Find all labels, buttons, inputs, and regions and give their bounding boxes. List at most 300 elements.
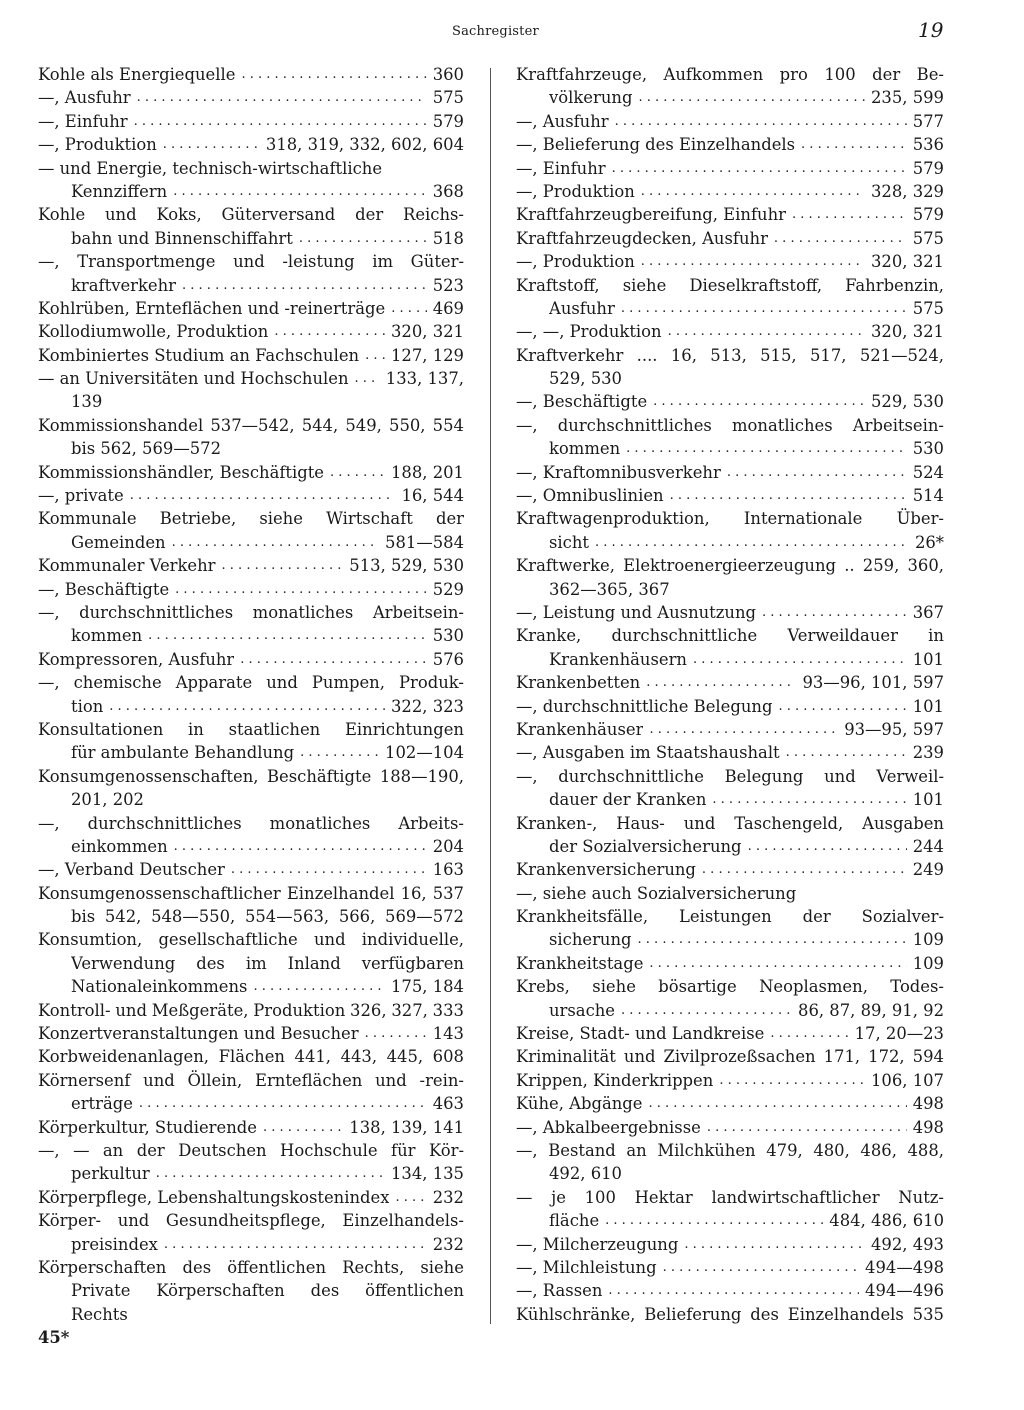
- entry-term: —, Leistung und Ausnutzung: [516, 602, 757, 622]
- dot-leader: [778, 695, 906, 718]
- index-entry: [38, 180, 464, 203]
- entry-page-refs: 523: [432, 275, 464, 295]
- entry-term: bis 542, 548—550, 554—563, 566, 569—572: [71, 907, 464, 927]
- dot-leader: [605, 1209, 823, 1232]
- entry-page-refs: 86, 87, 89, 91, 92: [798, 1000, 944, 1020]
- dot-leader: [174, 835, 427, 858]
- entry-page-refs: 133, 137,: [385, 369, 464, 389]
- dot-leader: [156, 1162, 385, 1185]
- index-entry: [516, 1233, 944, 1256]
- entry-page-refs: 529: [432, 579, 464, 599]
- index-entry: [38, 414, 464, 437]
- entry-term: —, Ausgaben im Staatshaushalt: [516, 743, 780, 763]
- entry-term: —, Produktion: [38, 135, 157, 155]
- dot-leader: [274, 320, 385, 343]
- sheet-folio: 45*: [38, 1328, 70, 1347]
- index-entry: [38, 1069, 464, 1092]
- entry-term: perkultur: [71, 1164, 150, 1184]
- entry-page-refs: 530: [432, 626, 464, 646]
- entry-term: Gemeinden: [71, 532, 166, 552]
- entry-page-refs: 93—96, 101, 597: [802, 673, 944, 693]
- index-entry: [516, 320, 944, 343]
- entry-page-refs: 17, 20—23: [854, 1024, 944, 1044]
- dot-leader: [648, 1092, 906, 1115]
- dot-leader: [608, 1279, 859, 1302]
- dot-leader: [621, 999, 792, 1022]
- entry-term: ursache: [549, 1000, 616, 1020]
- dot-leader: [173, 180, 426, 203]
- dot-leader: [670, 484, 907, 507]
- index-entry: [516, 274, 944, 297]
- index-entry: [38, 1045, 464, 1068]
- index-entry: [38, 274, 464, 297]
- entry-term: sicherung: [549, 930, 632, 950]
- entry-page-refs: 513, 529, 530: [349, 556, 464, 576]
- index-entry: [516, 835, 944, 858]
- dot-leader: [222, 554, 344, 577]
- entry-term: —, chemische Apparate und Pumpen, Produk-: [38, 673, 464, 693]
- index-entry: [516, 788, 944, 811]
- dot-leader: [626, 437, 907, 460]
- entry-term: Kriminalität und Zivilprozeßsachen 171, 172, 594: [516, 1047, 944, 1067]
- dot-leader: [693, 648, 907, 671]
- entry-term: für ambulante Behandlung: [71, 743, 295, 763]
- entry-term: Kommissionshändler, Beschäftigte: [38, 462, 325, 482]
- entry-term: erträge: [71, 1094, 133, 1114]
- entry-term: —, durchschnittliche Belegung und Verweil-: [516, 766, 944, 786]
- dot-leader: [668, 320, 865, 343]
- index-entry: [38, 882, 464, 905]
- dot-leader: [786, 741, 907, 764]
- entry-page-refs: 318, 319, 332, 602, 604: [265, 135, 464, 155]
- index-entry: [38, 63, 464, 86]
- entry-term: —, — an der Deutschen Hochschule für Kör-: [38, 1140, 464, 1160]
- dot-leader: [163, 133, 260, 156]
- index-entry: [516, 741, 944, 764]
- entry-term: der Sozialversicherung: [549, 836, 742, 856]
- entry-term: —, Milchleistung: [516, 1257, 657, 1277]
- index-entry: [38, 484, 464, 507]
- entry-page-refs: 232: [432, 1234, 464, 1254]
- entry-page-refs: 368: [432, 181, 464, 201]
- index-entry: [38, 344, 464, 367]
- entry-page-refs: 579: [912, 158, 944, 178]
- entry-term: Körperkultur, Studierende: [38, 1117, 257, 1137]
- entry-term: kraftverkehr: [71, 275, 177, 295]
- entry-term: Kohlrüben, Ernteflächen und -reinerträge: [38, 298, 386, 318]
- index-entry: [516, 110, 944, 133]
- entry-term: Körperpflege, Lebenshaltungskostenindex: [38, 1187, 390, 1207]
- entry-term: 492, 610: [549, 1164, 622, 1184]
- entry-term: 139: [71, 392, 103, 412]
- index-entry: [516, 344, 944, 367]
- entry-page-refs: 127, 129: [391, 345, 464, 365]
- index-column-left: [38, 63, 464, 1326]
- index-entry: [38, 765, 464, 788]
- dot-leader: [621, 297, 907, 320]
- index-entry: [516, 905, 944, 928]
- index-entry: [38, 905, 464, 928]
- index-entry: [516, 63, 944, 86]
- index-entry: [516, 601, 944, 624]
- index-entry: [516, 928, 944, 951]
- entry-page-refs: 204: [432, 836, 464, 856]
- entry-page-refs: 360: [432, 65, 464, 84]
- entry-page-refs: 320, 321: [871, 322, 944, 342]
- index-entry: [38, 741, 464, 764]
- index-entry: [516, 133, 944, 156]
- entry-term: Kühlschränke, Belieferung des Einzelhandels 535: [516, 1304, 944, 1324]
- dot-leader: [365, 1022, 427, 1045]
- dot-leader: [638, 86, 865, 109]
- entry-term: —, durchschnittliche Belegung: [516, 696, 773, 716]
- entry-term: tion: [71, 696, 104, 716]
- entry-term: —, durchschnittliches monatliches Arbeitsein-: [38, 602, 464, 622]
- entry-term: —, durchschnittliches monatliches Arbeits-: [38, 813, 464, 833]
- dot-leader: [615, 110, 907, 133]
- entry-term: Kennziffern: [71, 181, 168, 201]
- index-entry: [516, 180, 944, 203]
- index-entry: [516, 578, 944, 601]
- index-entry: [38, 1279, 464, 1302]
- entry-term: Kraftwerke, Elektroenergieerzeugung .. 259, 360,: [516, 556, 944, 576]
- entry-page-refs: 235, 599: [871, 88, 944, 108]
- index-entry: [38, 788, 464, 811]
- entry-term: —, Beschäftigte: [38, 579, 170, 599]
- entry-term: Kraftwagenproduktion, Internationale Über-: [516, 509, 944, 529]
- entry-page-refs: 239: [912, 743, 944, 763]
- entry-term: Konsumtion, gesellschaftliche und individuelle,: [38, 930, 464, 950]
- entry-term: dauer der Kranken: [549, 790, 707, 810]
- dot-leader: [770, 1022, 848, 1045]
- dot-leader: [164, 1233, 427, 1256]
- index-entry: [516, 390, 944, 413]
- index-entry: [516, 461, 944, 484]
- index-entry: [38, 1186, 464, 1209]
- entry-term: —, Rassen: [516, 1281, 603, 1301]
- entry-term: —, Beschäftigte: [516, 392, 648, 412]
- dot-leader: [641, 250, 865, 273]
- index-entry: [38, 975, 464, 998]
- index-entry: [38, 437, 464, 460]
- entry-page-refs: 101: [912, 696, 944, 716]
- entry-term: Konsumgenossenschaften, Beschäftigte 188—190,: [38, 766, 464, 786]
- entry-page-refs: 322, 323: [391, 696, 464, 716]
- index-entry: [38, 835, 464, 858]
- dot-leader: [139, 1092, 427, 1115]
- entry-page-refs: 134, 135: [391, 1164, 464, 1184]
- entry-term: 362—365, 367: [549, 579, 670, 599]
- page-number: 19: [918, 18, 944, 42]
- index-entry: [516, 624, 944, 647]
- entry-term: Krankenbetten: [516, 673, 641, 693]
- dot-leader: [612, 157, 907, 180]
- dot-leader: [391, 297, 427, 320]
- entry-term: —, siehe auch Sozialversicherung: [516, 883, 797, 903]
- dot-leader: [134, 110, 427, 133]
- index-entry: [38, 858, 464, 881]
- index-entry: [516, 1045, 944, 1068]
- entry-page-refs: 93—95, 597: [844, 719, 944, 739]
- entry-term: Kraftfahrzeugdecken, Ausfuhr: [516, 228, 768, 248]
- index-entry: [516, 250, 944, 273]
- entry-page-refs: 575: [912, 228, 944, 248]
- index-entry: [38, 86, 464, 109]
- index-entry: [38, 952, 464, 975]
- entry-term: —, Ausfuhr: [38, 88, 131, 108]
- index-entry: [516, 648, 944, 671]
- entry-term: Private Körperschaften des öffentlichen: [71, 1281, 464, 1301]
- entry-term: Kommunaler Verkehr: [38, 556, 216, 576]
- entry-page-refs: 232: [432, 1187, 464, 1207]
- dot-leader: [182, 274, 427, 297]
- entry-term: Kühe, Abgänge: [516, 1094, 643, 1114]
- dot-leader: [109, 695, 385, 718]
- entry-page-refs: 367: [912, 602, 944, 622]
- dot-leader: [263, 1116, 343, 1139]
- entry-term: —, durchschnittliches monatliches Arbeitsein-: [516, 415, 944, 435]
- index-entry: [38, 203, 464, 226]
- index-entry: [38, 999, 464, 1022]
- dot-leader: [707, 1116, 907, 1139]
- dot-leader: [712, 788, 906, 811]
- index-entry: [38, 1233, 464, 1256]
- index-entry: [38, 578, 464, 601]
- entry-page-refs: 484, 486, 610: [829, 1211, 944, 1231]
- index-entry: [38, 1116, 464, 1139]
- entry-page-refs: 109: [912, 953, 944, 973]
- entry-page-refs: 498: [912, 1094, 944, 1114]
- entry-term: Kranke, durchschnittliche Verweildauer in: [516, 626, 944, 646]
- index-entry: [516, 1139, 944, 1162]
- entry-page-refs: 26*: [914, 532, 944, 552]
- entry-term: —, Omnibuslinien: [516, 486, 664, 506]
- entry-term: —, Produktion: [516, 252, 635, 272]
- entry-page-refs: 175, 184: [391, 977, 464, 997]
- dot-leader: [719, 1069, 865, 1092]
- entry-page-refs: 576: [432, 649, 464, 669]
- dot-leader: [241, 63, 426, 86]
- entry-page-refs: 498: [912, 1117, 944, 1137]
- entry-page-refs: 492, 493: [871, 1234, 944, 1254]
- entry-term: Krankenhäusern: [549, 649, 687, 669]
- entry-page-refs: 249: [912, 860, 944, 880]
- entry-page-refs: 494—498: [865, 1257, 944, 1277]
- dot-leader: [595, 531, 909, 554]
- dot-leader: [137, 86, 427, 109]
- entry-term: einkommen: [71, 836, 168, 856]
- entry-term: —, Ausfuhr: [516, 111, 609, 131]
- dot-leader: [641, 180, 865, 203]
- entry-term: fläche: [549, 1211, 600, 1231]
- dot-leader: [663, 1256, 859, 1279]
- entry-term: bis 562, 569—572: [71, 439, 222, 459]
- dot-leader: [774, 227, 907, 250]
- entry-term: Krankheitsfälle, Leistungen der Sozialver-: [516, 907, 944, 927]
- entry-page-refs: 514: [912, 486, 944, 506]
- dot-leader: [792, 203, 907, 226]
- entry-page-refs: 188, 201: [391, 462, 464, 482]
- entry-page-refs: 463: [432, 1094, 464, 1114]
- index-entry: [38, 157, 464, 180]
- dot-leader: [253, 975, 385, 998]
- index-entry: [516, 484, 944, 507]
- dot-leader: [748, 835, 907, 858]
- entry-term: —, Produktion: [516, 181, 635, 201]
- index-entry: [38, 227, 464, 250]
- index-entry: [38, 671, 464, 694]
- index-entry: [516, 297, 944, 320]
- dot-leader: [395, 1186, 426, 1209]
- index-entry: [38, 110, 464, 133]
- index-entry: [516, 367, 944, 390]
- entry-term: —, Transportmenge und -leistung im Güter-: [38, 252, 464, 272]
- index-entry: [38, 624, 464, 647]
- entry-page-refs: 102—104: [385, 743, 464, 763]
- index-entry: [516, 765, 944, 788]
- index-entry: [38, 1162, 464, 1185]
- entry-term: —, Einfuhr: [38, 111, 128, 131]
- index-entry: [516, 858, 944, 881]
- dot-leader: [646, 671, 796, 694]
- entry-term: — je 100 Hektar landwirtschaftlicher Nutz-: [516, 1187, 944, 1207]
- dot-leader: [330, 461, 385, 484]
- dot-leader: [240, 648, 426, 671]
- entry-term: Körperschaften des öffentlichen Rechts, siehe: [38, 1257, 464, 1277]
- entry-term: Kohle als Energiequelle: [38, 65, 236, 84]
- index-entry: [516, 1303, 944, 1326]
- entry-page-refs: 101: [912, 649, 944, 669]
- dot-leader: [300, 741, 379, 764]
- index-entry: [516, 203, 944, 226]
- entry-term: —, Kraftomnibusverkehr: [516, 462, 721, 482]
- index-entry: [38, 390, 464, 413]
- entry-term: — und Energie, technisch-wirtschaftliche: [38, 158, 383, 178]
- entry-term: Krebs, siehe bösartige Neoplasmen, Todes-: [516, 977, 944, 997]
- entry-term: bahn und Binnenschiffahrt: [71, 228, 293, 248]
- entry-page-refs: 575: [912, 298, 944, 318]
- entry-term: sicht: [549, 532, 589, 552]
- index-entry: [38, 531, 464, 554]
- entry-page-refs: 101: [912, 790, 944, 810]
- dot-leader: [148, 624, 427, 647]
- index-entry: [516, 999, 944, 1022]
- entry-term: Kompressoren, Ausfuhr: [38, 649, 235, 669]
- entry-term: Konzertveranstaltungen und Besucher: [38, 1024, 359, 1044]
- entry-page-refs: 143: [432, 1024, 464, 1044]
- index-entry: [516, 227, 944, 250]
- dot-leader: [702, 858, 907, 881]
- entry-page-refs: 320, 321: [391, 322, 464, 342]
- dot-leader: [638, 928, 907, 951]
- index-entry: [516, 812, 944, 835]
- index-entry: [516, 1022, 944, 1045]
- entry-term: Kommunale Betriebe, siehe Wirtschaft der: [38, 509, 464, 529]
- index-entry: [516, 157, 944, 180]
- index-entry: [516, 1092, 944, 1115]
- running-head: Sachregister: [452, 24, 539, 39]
- entry-term: Kohle und Koks, Güterversand der Reichs-: [38, 205, 464, 225]
- entry-term: —, Bestand an Milchkühen 479, 480, 486, 488,: [516, 1140, 944, 1160]
- entry-term: Konsultationen in staatlichen Einrichtungen: [38, 719, 464, 739]
- index-entry: [38, 695, 464, 718]
- index-entry: [516, 1279, 944, 1302]
- entry-term: Kraftfahrzeuge, Aufkommen pro 100 der Be-: [516, 65, 944, 84]
- entry-term: Krankheitstage: [516, 953, 644, 973]
- entry-page-refs: 16, 544: [401, 486, 464, 506]
- index-entry: [38, 1139, 464, 1162]
- index-entry: [516, 414, 944, 437]
- entry-page-refs: 320, 321: [871, 252, 944, 272]
- index-entry: [516, 86, 944, 109]
- entry-term: Kraftstoff, siehe Dieselkraftstoff, Fahrbenzin,: [516, 275, 944, 295]
- entry-page-refs: 328, 329: [871, 181, 944, 201]
- index-entry: [516, 1069, 944, 1092]
- entry-term: —, Belieferung des Einzelhandels: [516, 135, 796, 155]
- index-entry: [38, 133, 464, 156]
- entry-term: —, Abkalbeergebnisse: [516, 1117, 701, 1137]
- entry-term: Korbweidenanlagen, Flächen 441, 443, 445, 608: [38, 1047, 464, 1067]
- entry-page-refs: 529, 530: [871, 392, 944, 412]
- dot-leader: [355, 367, 380, 390]
- index-entry: [38, 507, 464, 530]
- entry-page-refs: 109: [912, 930, 944, 950]
- index-entry: [516, 1116, 944, 1139]
- index-entry: [38, 250, 464, 273]
- entry-term: Nationaleinkommens: [71, 977, 248, 997]
- entry-term: kommen: [549, 439, 621, 459]
- entry-term: Verwendung des im Inland verfügbaren: [71, 953, 464, 973]
- entry-term: preisindex: [71, 1234, 158, 1254]
- entry-page-refs: 581—584: [385, 532, 464, 552]
- dot-leader: [365, 344, 385, 367]
- entry-page-refs: 536: [912, 135, 944, 155]
- entry-term: Krankenhäuser: [516, 719, 644, 739]
- dot-leader: [684, 1233, 865, 1256]
- index-entry: [516, 718, 944, 741]
- dot-leader: [649, 718, 838, 741]
- entry-term: —, private: [38, 486, 124, 506]
- index-entry: [516, 507, 944, 530]
- entry-term: Körper- und Gesundheitspflege, Einzelhandels-: [38, 1211, 464, 1231]
- index-entry: [38, 601, 464, 624]
- entry-page-refs: 138, 139, 141: [349, 1117, 464, 1137]
- index-entry: [38, 1022, 464, 1045]
- entry-term: — an Universitäten und Hochschulen: [38, 369, 349, 389]
- entry-page-refs: 494—496: [865, 1281, 944, 1301]
- entry-term: 201, 202: [71, 790, 144, 810]
- entry-term: Krippen, Kinderkrippen: [516, 1070, 714, 1090]
- index-entry: [38, 297, 464, 320]
- index-entry: [38, 928, 464, 951]
- index-entry: [516, 671, 944, 694]
- entry-term: —, Verband Deutscher: [38, 860, 225, 880]
- entry-page-refs: 577: [912, 111, 944, 131]
- entry-term: 529, 530: [549, 369, 622, 389]
- entry-term: Kranken-, Haus- und Taschengeld, Ausgaben: [516, 813, 944, 833]
- entry-term: —, Einfuhr: [516, 158, 606, 178]
- entry-term: Konsumgenossenschaftlicher Einzelhandel 16, 537: [38, 883, 464, 903]
- dot-leader: [175, 578, 427, 601]
- entry-term: —, —, Produktion: [516, 322, 662, 342]
- entry-term: Kollodiumwolle, Produktion: [38, 322, 269, 342]
- entry-page-refs: 518: [432, 228, 464, 248]
- index-entry: [38, 367, 464, 390]
- index-entry: [516, 1256, 944, 1279]
- dot-leader: [762, 601, 907, 624]
- index-entry: [516, 1162, 944, 1185]
- index-entry: [516, 1209, 944, 1232]
